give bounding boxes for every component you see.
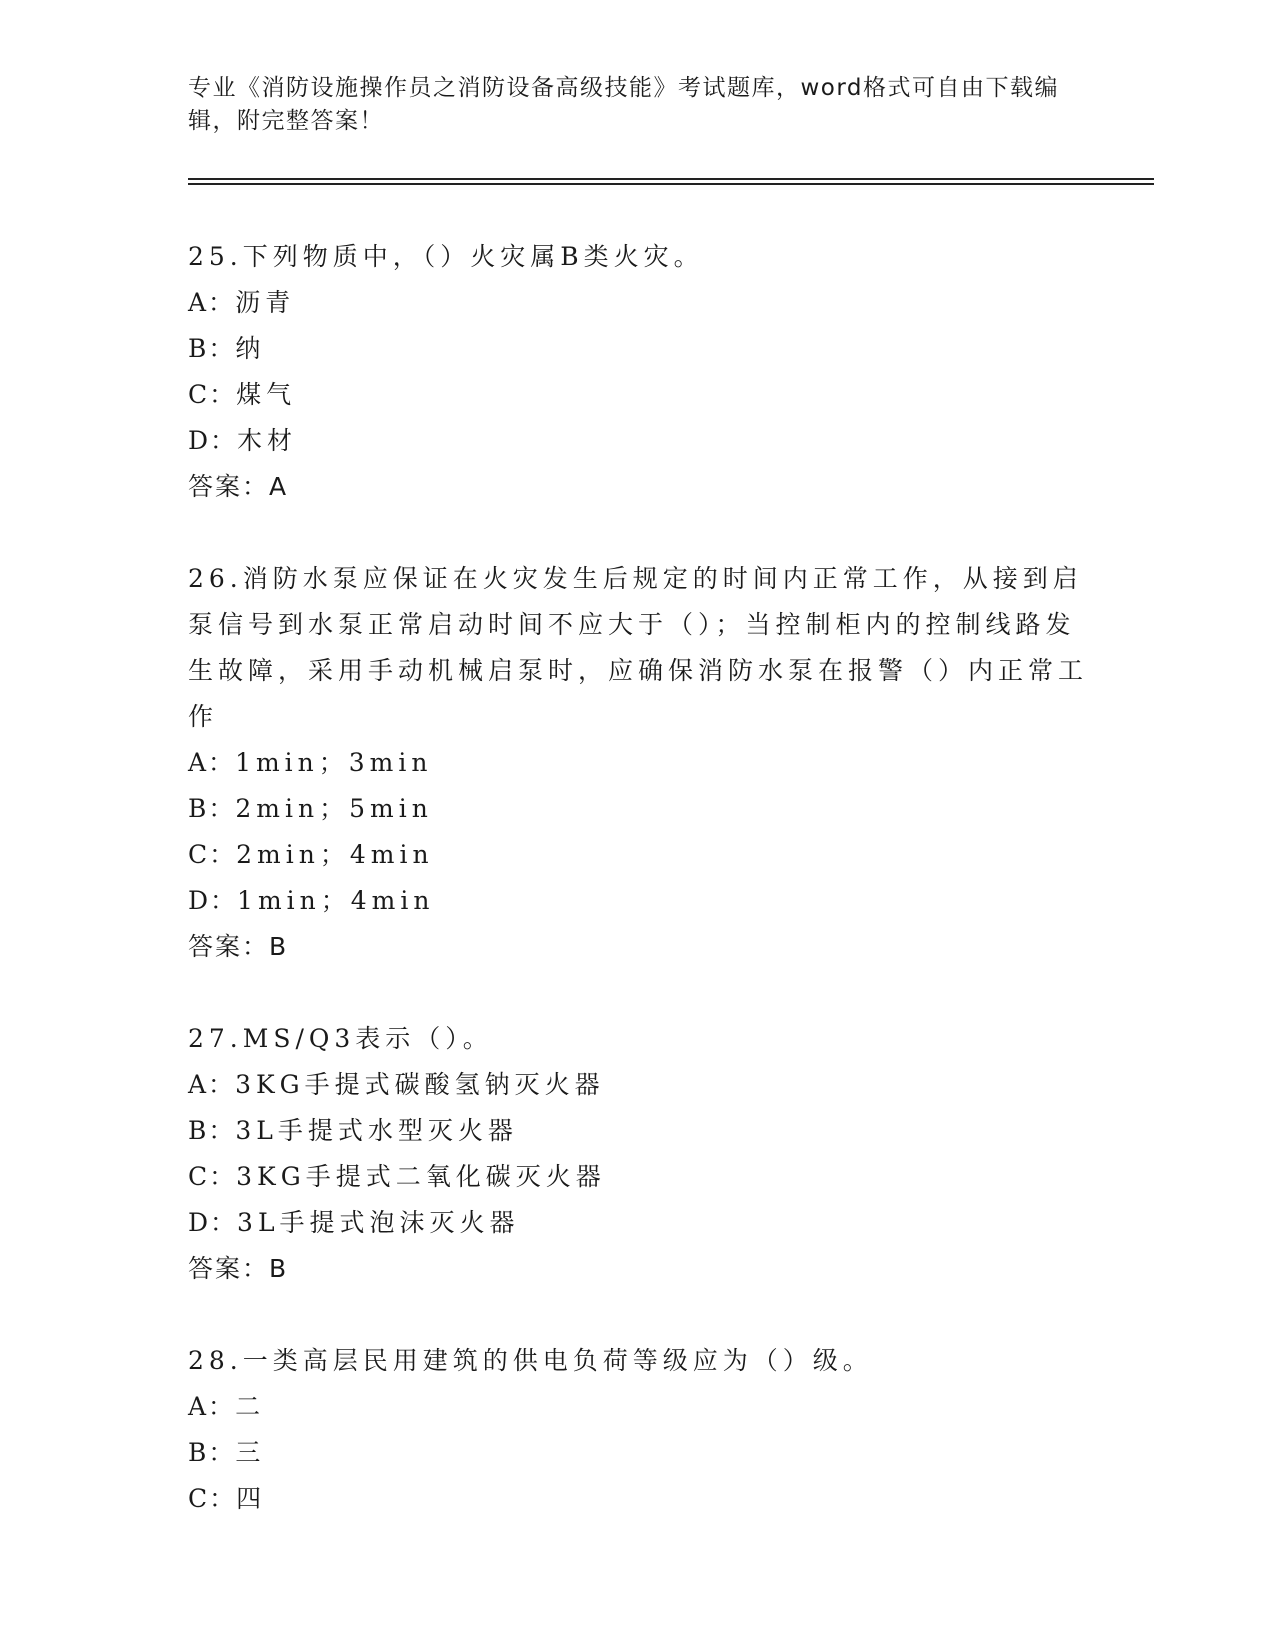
question-stem: 25.下列物质中，（）火灾属B类火灾。 [188, 242, 704, 271]
question-27 [188, 1016, 1088, 1292]
option-key: C： [188, 380, 237, 409]
option-key: C： [188, 1484, 237, 1513]
question-26 [188, 556, 1088, 970]
header-divider-bottom [188, 183, 1154, 185]
option-key: C： [188, 1162, 237, 1191]
option-a [188, 1384, 1088, 1430]
option-a [188, 1062, 1088, 1108]
option-text: 1min；3min [235, 748, 433, 777]
option-text: 沥青 [235, 288, 296, 317]
question-stem: 26.消防水泵应保证在火灾发生后规定的时间内正常工作，从接到启泵信号到水泵正常启动时间不应大于（）；当控制柜内的控制线路发生故障，采用手动机械启泵时，应确保消防水泵在报警（）内正常工作 [188, 564, 1089, 731]
option-text: 2min；4min [236, 840, 434, 869]
option-b [188, 326, 1088, 372]
answer-line: 答案：B [188, 1254, 289, 1283]
answer-line: 答案：A [188, 472, 289, 501]
question-28 [188, 1338, 1088, 1522]
option-a [188, 740, 1088, 786]
question-stem: 28.一类高层民用建筑的供电负荷等级应为（）级。 [188, 1346, 873, 1375]
option-text: 3KG手提式碳酸氢钠灭火器 [235, 1070, 605, 1099]
option-d [188, 418, 1088, 464]
option-key: A： [188, 1070, 236, 1099]
option-c [188, 832, 1088, 878]
option-key: B： [188, 1116, 236, 1145]
option-key: A： [188, 288, 236, 317]
option-text: 煤气 [236, 380, 297, 409]
option-text: 3KG手提式二氧化碳灭火器 [236, 1162, 606, 1191]
option-c [188, 372, 1088, 418]
option-text: 三 [235, 1438, 266, 1467]
option-text: 1min；4min [237, 886, 435, 915]
question-25 [188, 234, 1088, 510]
option-b [188, 1430, 1088, 1476]
header-divider-top [188, 178, 1154, 180]
question-stem: 27.MS/Q3表示（）。 [188, 1024, 493, 1053]
question-list [188, 234, 1088, 1568]
answer-line: 答案：B [188, 932, 289, 961]
option-c [188, 1154, 1088, 1200]
option-key: D： [188, 1208, 238, 1237]
option-text: 二 [235, 1392, 266, 1421]
option-key: A： [188, 748, 236, 777]
option-key: B： [188, 1438, 236, 1467]
option-key: C： [188, 840, 237, 869]
option-key: D： [188, 426, 238, 455]
option-d [188, 1200, 1088, 1246]
option-d [188, 878, 1088, 924]
option-key: B： [188, 334, 236, 363]
option-b [188, 786, 1088, 832]
option-text: 3L手提式水型灭火器 [235, 1116, 518, 1145]
option-c [188, 1476, 1088, 1522]
document-header: 专业《消防设施操作员之消防设备高级技能》考试题库，word格式可自由下载编辑，附完整答案！ [188, 75, 1060, 134]
option-text: 四 [236, 1484, 267, 1513]
option-key: B： [188, 794, 236, 823]
option-text: 纳 [235, 334, 266, 363]
option-key: A： [188, 1392, 236, 1421]
option-text: 2min；5min [235, 794, 433, 823]
option-b [188, 1108, 1088, 1154]
option-a [188, 280, 1088, 326]
option-key: D： [188, 886, 238, 915]
option-text: 木材 [237, 426, 298, 455]
option-text: 3L手提式泡沫灭火器 [237, 1208, 520, 1237]
